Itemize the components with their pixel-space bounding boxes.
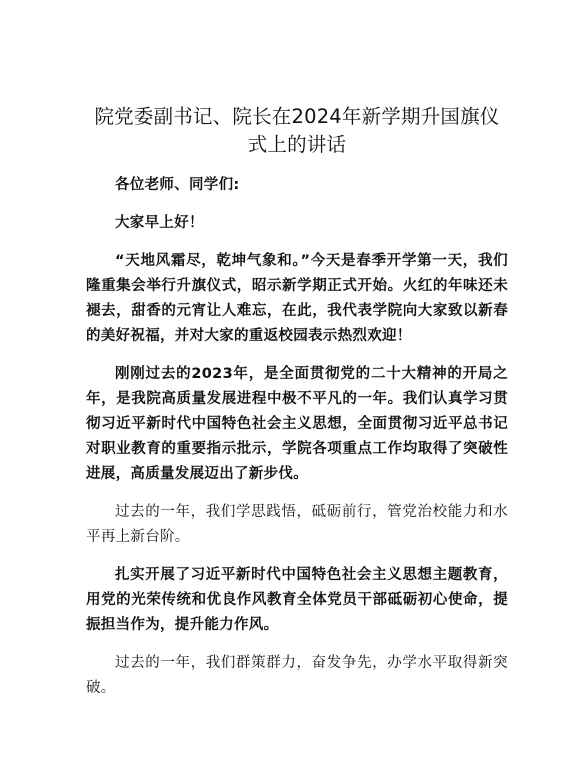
document-title: 院党委副书记、院长在2024年新学期升国旗仪式上的讲话 [94, 105, 500, 156]
document-body [86, 173, 508, 701]
paragraph-2: 刚刚过去的2023年，是全面贯彻党的二十大精神的开局之年，是我院高质量发展进程中极不平凡的一年。我们认真学习贯彻习近平新时代中国特色社会主义思想，全面贯彻习近平总书记对职业教育的重要指示批示，学院各项重点工作均取得了突破性进展，高质量发展迈出了新步伐。 [86, 366, 508, 482]
paragraph-3: 过去的一年，我们学思践悟，砥砺前行，管党治校能力和水平再上新台阶。 [86, 504, 508, 545]
paragraph-1: “天地风霜尽，乾坤气象和。”今天是春季开学第一天，我们隆重集会举行升旗仪式，昭示新学期正式开始。火红的年味还未褪去，甜香的元宵让人难忘，在此，我代表学院向大家致以新春的美好祝福，并对大家的重返校园表示热烈欢迎！ [86, 253, 508, 344]
paragraph-5: 过去的一年，我们群策群力，奋发争先，办学水平取得新突破。 [86, 655, 508, 696]
salutation: 各位老师、同学们: [115, 177, 240, 193]
paragraph-4: 扎实开展了习近平新时代中国特色社会主义思想主题教育，用党的光荣传统和优良作风教育全体党员干部砥砺初心使命，提振担当作为，提升能力作风。 [86, 567, 508, 633]
greeting: 大家早上好！ [115, 215, 204, 231]
